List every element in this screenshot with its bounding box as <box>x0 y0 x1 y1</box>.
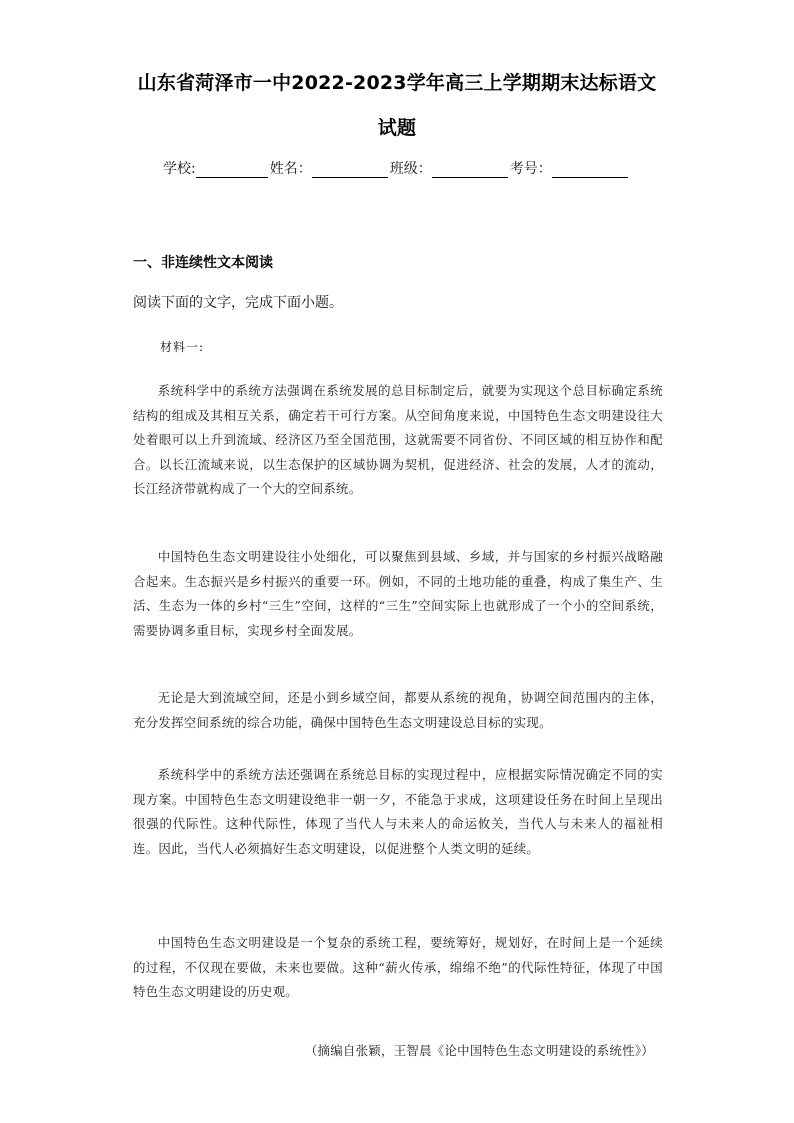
paragraph-2: 中国特色生态文明建设往小处细化，可以聚焦到县域、乡域，并与国家的乡村振兴战略融合起来。生态振兴是乡村振兴的重要一环。例如，不同的土地功能的重叠，构成了集生产、生活、生态为一体的乡村“三生”空间，这样的“三生”空间实际上也就形成了一个小的空间系统，需要协调多重目标，实现乡村全面发展。 <box>133 549 663 638</box>
paragraph-4: 系统科学中的系统方法还强调在系统总目标的实现过程中，应根据实际情况确定不同的实现方案。中国特色生态文明建设绝非一朝一夕，不能急于求成，这项建设任务在时间上呈现出很强的代际性。这种代际性，体现了当代人与未来人的命运攸关，当代人与未来人的福祉相连。因此，当代人必须搞好生态文明建设，以促进整个人类文明的延续。 <box>133 767 663 856</box>
paragraph-3: 无论是大到流域空间，还是小到乡域空间，都要从系统的视角，协调空间范围内的主体，充分发挥空间系统的综合功能，确保中国特色生态文明建设总目标的实现。 <box>133 690 663 730</box>
exam-title-line2: 试题 <box>377 117 417 139</box>
section-heading: 一、非连续性文本阅读 <box>133 255 273 271</box>
source-citation: （摘编自张颖，王智晨《论中国特色生态文明建设的系统性》） <box>304 1043 654 1058</box>
reading-instruction: 阅读下面的文字，完成下面小题。 <box>133 295 343 311</box>
class-label: 班级： <box>389 161 432 177</box>
paragraph-5: 中国特色生态文明建设是一个复杂的系统工程，要统筹好，规划好，在时间上是一个延续的过程，不仅现在要做，未来也要做。这种“薪火传承，绵绵不绝”的代际性特征，体现了中国特色生态文明建设的历史观。 <box>133 935 663 999</box>
student-info-row <box>163 158 630 178</box>
exam-title-line1: 山东省菏泽市一中2022-2023学年高三上学期期末达标语文 <box>137 72 657 94</box>
exam-number-blank[interactable] <box>552 163 628 178</box>
school-blank[interactable] <box>196 163 268 178</box>
name-label: 姓名： <box>269 161 312 177</box>
exam-number-label: 考号： <box>509 161 552 177</box>
class-blank[interactable] <box>432 163 508 178</box>
material-label: 材料一: <box>160 340 205 354</box>
paragraph-1: 系统科学中的系统方法强调在系统发展的总目标制定后，就要为实现这个总目标确定系统结构的组成及其相互关系，确定若干可行方案。从空间角度来说，中国特色生态文明建设往大处着眼可以上升到流域、经济区乃至全国范围，这就需要不同省份、不同区域的相互协作和配合。以长江流域来说，以生态保护的区域协调为契机，促进经济、社会的发展，人才的流动，长江经济带就构成了一个大的空间系统。 <box>133 383 663 496</box>
school-label: 学校: <box>163 161 196 177</box>
name-blank[interactable] <box>312 163 388 178</box>
